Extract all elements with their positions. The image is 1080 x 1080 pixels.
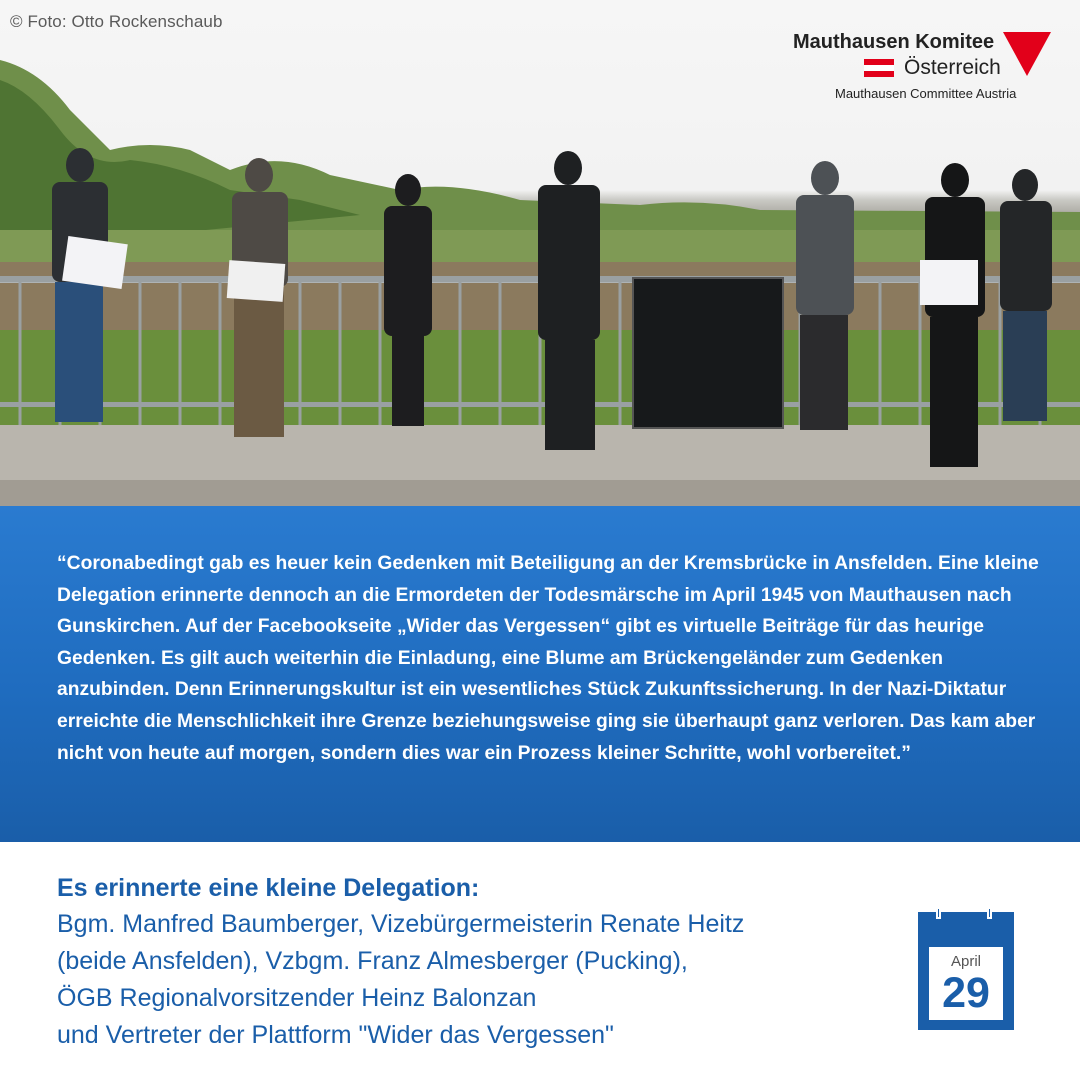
logo-english: Mauthausen Committee Austria [835, 86, 1017, 101]
photo-credit: © Foto: Otto Rockenschaub [10, 12, 223, 31]
calendar-page [929, 947, 1003, 1020]
logo-subtitle: Österreich [904, 56, 1001, 79]
delegation-line: (beide Ansfelden), Vzbgm. Franz Almesberger (Pucking), [57, 947, 688, 975]
logo-triangle-icon [1003, 32, 1051, 76]
calendar-icon [918, 912, 1014, 1030]
calendar-day: 29 [942, 969, 990, 1017]
quote-text: “Coronabedingt gab es heuer kein Gedenken mit Beteiligung an der Kremsbrücke in Ansfelden. Eine kleine Delegation erinnerte dennoch an die Ermordeten der Todesmärsche im April 1945 von Mauthausen nach Gunskirchen. Auf der Facebookseite „Wider das Vergessen“ gibt es virtuelle Beiträge für das heurige Gedenken. Es gilt auch weiterhin die Einladung, eine Blume am Brückengeländer zum Gedenken anzubinden. Denn Erinnerungskultur ist ein wesentliches Stück Zukunftssicherung. In der Nazi-Diktatur erreichte die Menschlichkeit ihre Grenze beziehungsweise ging sie überhaupt ganz verloren. Das kam aber nicht von heute auf morgen, sondern dies war ein Prozess kleiner Schritte, wohl vorbereitet.” [57, 553, 1039, 764]
delegation-line: und Vertreter der Plattform "Wider das Vergessen" [57, 1021, 614, 1049]
logo-title: Mauthausen Komitee [793, 31, 995, 53]
calendar-ring-icon [936, 907, 941, 919]
calendar-month: April [950, 953, 981, 970]
delegation-line: ÖGB Regionalvorsitzender Heinz Balonzan [57, 984, 537, 1012]
calendar-ring-icon [987, 907, 992, 919]
austria-flag-icon [864, 59, 894, 77]
delegation-heading: Es erinnerte eine kleine Delegation: [57, 874, 480, 902]
mauthausen-komitee-logo [790, 30, 1060, 110]
delegation-line: Bgm. Manfred Baumberger, Vizebürgermeisterin Renate Heitz [57, 910, 745, 938]
